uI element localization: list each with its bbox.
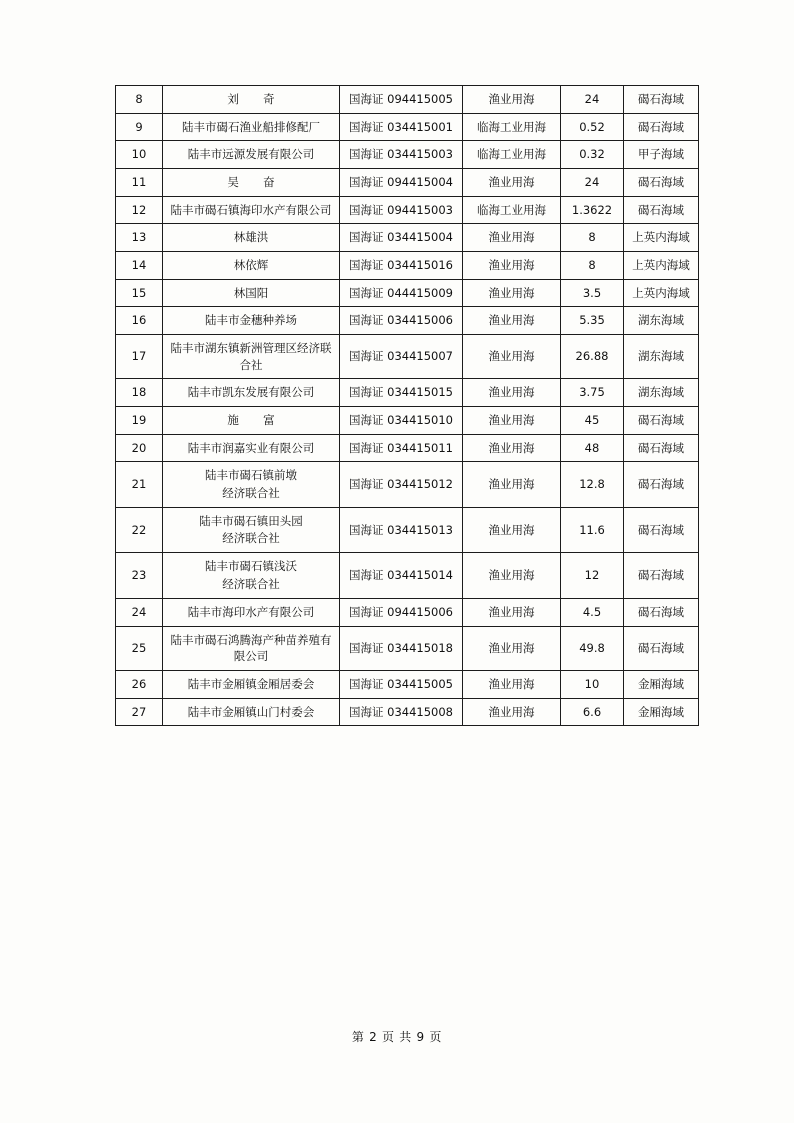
- cell-area: 0.32: [561, 141, 624, 169]
- cell-certificate-number: 国海证 034415012: [340, 462, 463, 508]
- cell-area: 24: [561, 86, 624, 114]
- cell-index: 16: [116, 307, 163, 335]
- cell-sea-area: 上英内海域: [624, 224, 699, 252]
- cell-use-type: 渔业用海: [463, 252, 561, 280]
- cell-sea-area: 金厢海域: [624, 670, 699, 698]
- cell-area: 10: [561, 670, 624, 698]
- table-row: [116, 553, 699, 599]
- cell-sea-area: 碣石海域: [624, 434, 699, 462]
- cell-index: 17: [116, 335, 163, 379]
- cell-index: 14: [116, 252, 163, 280]
- cell-area: 3.5: [561, 279, 624, 307]
- cell-use-type: 渔业用海: [463, 279, 561, 307]
- cell-entity-name: 陆丰市海印水产有限公司: [163, 598, 340, 626]
- cell-entity-name: 陆丰市凯东发展有限公司: [163, 379, 340, 407]
- cell-index: 20: [116, 434, 163, 462]
- cell-entity-name: 陆丰市碣石镇浅沃 经济联合社: [163, 553, 340, 599]
- table-row: [116, 141, 699, 169]
- footer-page-label: 第 2 页 共 9 页: [351, 1030, 443, 1044]
- cell-certificate-number: 国海证 034415003: [340, 141, 463, 169]
- cell-sea-area: 碣石海域: [624, 196, 699, 224]
- cell-certificate-number: 国海证 034415007: [340, 335, 463, 379]
- cell-sea-area: 湖东海域: [624, 307, 699, 335]
- cell-certificate-number: 国海证 034415005: [340, 670, 463, 698]
- cell-area: 0.52: [561, 113, 624, 141]
- cell-index: 27: [116, 698, 163, 726]
- cell-certificate-number: 国海证 034415015: [340, 379, 463, 407]
- cell-area: 1.3622: [561, 196, 624, 224]
- cell-use-type: 渔业用海: [463, 307, 561, 335]
- table-row: [116, 598, 699, 626]
- cell-use-type: 渔业用海: [463, 598, 561, 626]
- cell-index: 23: [116, 553, 163, 599]
- cell-area: 11.6: [561, 507, 624, 553]
- cell-use-type: 渔业用海: [463, 698, 561, 726]
- table-row: [116, 86, 699, 114]
- page-footer: [0, 1028, 794, 1045]
- table-row: [116, 307, 699, 335]
- cell-use-type: 临海工业用海: [463, 113, 561, 141]
- cell-entity-name: 陆丰市润嘉实业有限公司: [163, 434, 340, 462]
- cell-sea-area: 金厢海域: [624, 698, 699, 726]
- cell-certificate-number: 国海证 034415016: [340, 252, 463, 280]
- cell-sea-area: 甲子海域: [624, 141, 699, 169]
- cell-index: 24: [116, 598, 163, 626]
- cell-area: 12: [561, 553, 624, 599]
- table-row: [116, 335, 699, 379]
- cell-certificate-number: 国海证 034415010: [340, 407, 463, 435]
- sea-use-rights-table: [115, 85, 699, 726]
- table-row: [116, 196, 699, 224]
- cell-certificate-number: 国海证 034415011: [340, 434, 463, 462]
- cell-entity-name: 林国阳: [163, 279, 340, 307]
- cell-sea-area: 碣石海域: [624, 169, 699, 197]
- cell-index: 19: [116, 407, 163, 435]
- cell-area: 48: [561, 434, 624, 462]
- cell-index: 25: [116, 626, 163, 670]
- cell-index: 22: [116, 507, 163, 553]
- cell-use-type: 渔业用海: [463, 507, 561, 553]
- cell-index: 8: [116, 86, 163, 114]
- cell-index: 12: [116, 196, 163, 224]
- cell-area: 12.8: [561, 462, 624, 508]
- cell-sea-area: 上英内海域: [624, 252, 699, 280]
- cell-entity-name: 陆丰市金穗种养场: [163, 307, 340, 335]
- cell-use-type: 渔业用海: [463, 553, 561, 599]
- cell-certificate-number: 国海证 094415006: [340, 598, 463, 626]
- cell-area: 6.6: [561, 698, 624, 726]
- cell-certificate-number: 国海证 094415004: [340, 169, 463, 197]
- table-row: [116, 224, 699, 252]
- cell-certificate-number: 国海证 094415005: [340, 86, 463, 114]
- cell-index: 9: [116, 113, 163, 141]
- cell-use-type: 渔业用海: [463, 335, 561, 379]
- cell-sea-area: 碣石海域: [624, 113, 699, 141]
- cell-entity-name: 陆丰市碣石渔业船排修配厂: [163, 113, 340, 141]
- cell-entity-name: 陆丰市碣石镇海印水产有限公司: [163, 196, 340, 224]
- cell-certificate-number: 国海证 034415004: [340, 224, 463, 252]
- cell-area: 45: [561, 407, 624, 435]
- table-row: [116, 279, 699, 307]
- cell-entity-name: 陆丰市金厢镇金厢居委会: [163, 670, 340, 698]
- cell-index: 13: [116, 224, 163, 252]
- cell-use-type: 渔业用海: [463, 379, 561, 407]
- cell-entity-name: 陆丰市远源发展有限公司: [163, 141, 340, 169]
- cell-certificate-number: 国海证 034415008: [340, 698, 463, 726]
- cell-sea-area: 湖东海域: [624, 379, 699, 407]
- sea-use-rights-table-wrap: [115, 85, 690, 726]
- cell-entity-name: 陆丰市碣石镇前墩 经济联合社: [163, 462, 340, 508]
- cell-use-type: 渔业用海: [463, 86, 561, 114]
- cell-certificate-number: 国海证 094415003: [340, 196, 463, 224]
- cell-use-type: 渔业用海: [463, 670, 561, 698]
- cell-entity-name: 吴 奋: [163, 169, 340, 197]
- cell-use-type: 渔业用海: [463, 169, 561, 197]
- cell-area: 3.75: [561, 379, 624, 407]
- cell-sea-area: 碣石海域: [624, 462, 699, 508]
- table-row: [116, 113, 699, 141]
- cell-certificate-number: 国海证 034415001: [340, 113, 463, 141]
- cell-area: 8: [561, 224, 624, 252]
- cell-sea-area: 碣石海域: [624, 407, 699, 435]
- cell-use-type: 渔业用海: [463, 462, 561, 508]
- cell-entity-name: 陆丰市碣石鸿腾海产种苗养殖有限公司: [163, 626, 340, 670]
- cell-area: 26.88: [561, 335, 624, 379]
- cell-use-type: 渔业用海: [463, 626, 561, 670]
- cell-entity-name: 施 富: [163, 407, 340, 435]
- cell-index: 15: [116, 279, 163, 307]
- cell-use-type: 渔业用海: [463, 434, 561, 462]
- cell-entity-name: 林雄洪: [163, 224, 340, 252]
- cell-entity-name: 林依辉: [163, 252, 340, 280]
- cell-certificate-number: 国海证 044415009: [340, 279, 463, 307]
- cell-sea-area: 碣石海域: [624, 553, 699, 599]
- cell-entity-name: 刘 奇: [163, 86, 340, 114]
- cell-certificate-number: 国海证 034415013: [340, 507, 463, 553]
- cell-entity-name: 陆丰市碣石镇田头园 经济联合社: [163, 507, 340, 553]
- cell-certificate-number: 国海证 034415014: [340, 553, 463, 599]
- table-row: [116, 434, 699, 462]
- table-row: [116, 670, 699, 698]
- cell-sea-area: 碣石海域: [624, 86, 699, 114]
- cell-use-type: 临海工业用海: [463, 196, 561, 224]
- cell-index: 26: [116, 670, 163, 698]
- cell-area: 5.35: [561, 307, 624, 335]
- cell-sea-area: 碣石海域: [624, 626, 699, 670]
- cell-use-type: 渔业用海: [463, 407, 561, 435]
- cell-index: 18: [116, 379, 163, 407]
- cell-sea-area: 碣石海域: [624, 598, 699, 626]
- table-row: [116, 169, 699, 197]
- table-row: [116, 462, 699, 508]
- cell-area: 24: [561, 169, 624, 197]
- cell-index: 11: [116, 169, 163, 197]
- cell-use-type: 临海工业用海: [463, 141, 561, 169]
- cell-certificate-number: 国海证 034415018: [340, 626, 463, 670]
- cell-sea-area: 碣石海域: [624, 507, 699, 553]
- table-row: [116, 507, 699, 553]
- cell-index: 10: [116, 141, 163, 169]
- table-row: [116, 626, 699, 670]
- cell-area: 4.5: [561, 598, 624, 626]
- cell-area: 49.8: [561, 626, 624, 670]
- cell-use-type: 渔业用海: [463, 224, 561, 252]
- table-row: [116, 379, 699, 407]
- table-row: [116, 252, 699, 280]
- cell-entity-name: 陆丰市湖东镇新洲管理区经济联合社: [163, 335, 340, 379]
- cell-certificate-number: 国海证 034415006: [340, 307, 463, 335]
- cell-sea-area: 上英内海域: [624, 279, 699, 307]
- table-row: [116, 698, 699, 726]
- cell-index: 21: [116, 462, 163, 508]
- table-row: [116, 407, 699, 435]
- cell-entity-name: 陆丰市金厢镇山门村委会: [163, 698, 340, 726]
- cell-sea-area: 湖东海域: [624, 335, 699, 379]
- cell-area: 8: [561, 252, 624, 280]
